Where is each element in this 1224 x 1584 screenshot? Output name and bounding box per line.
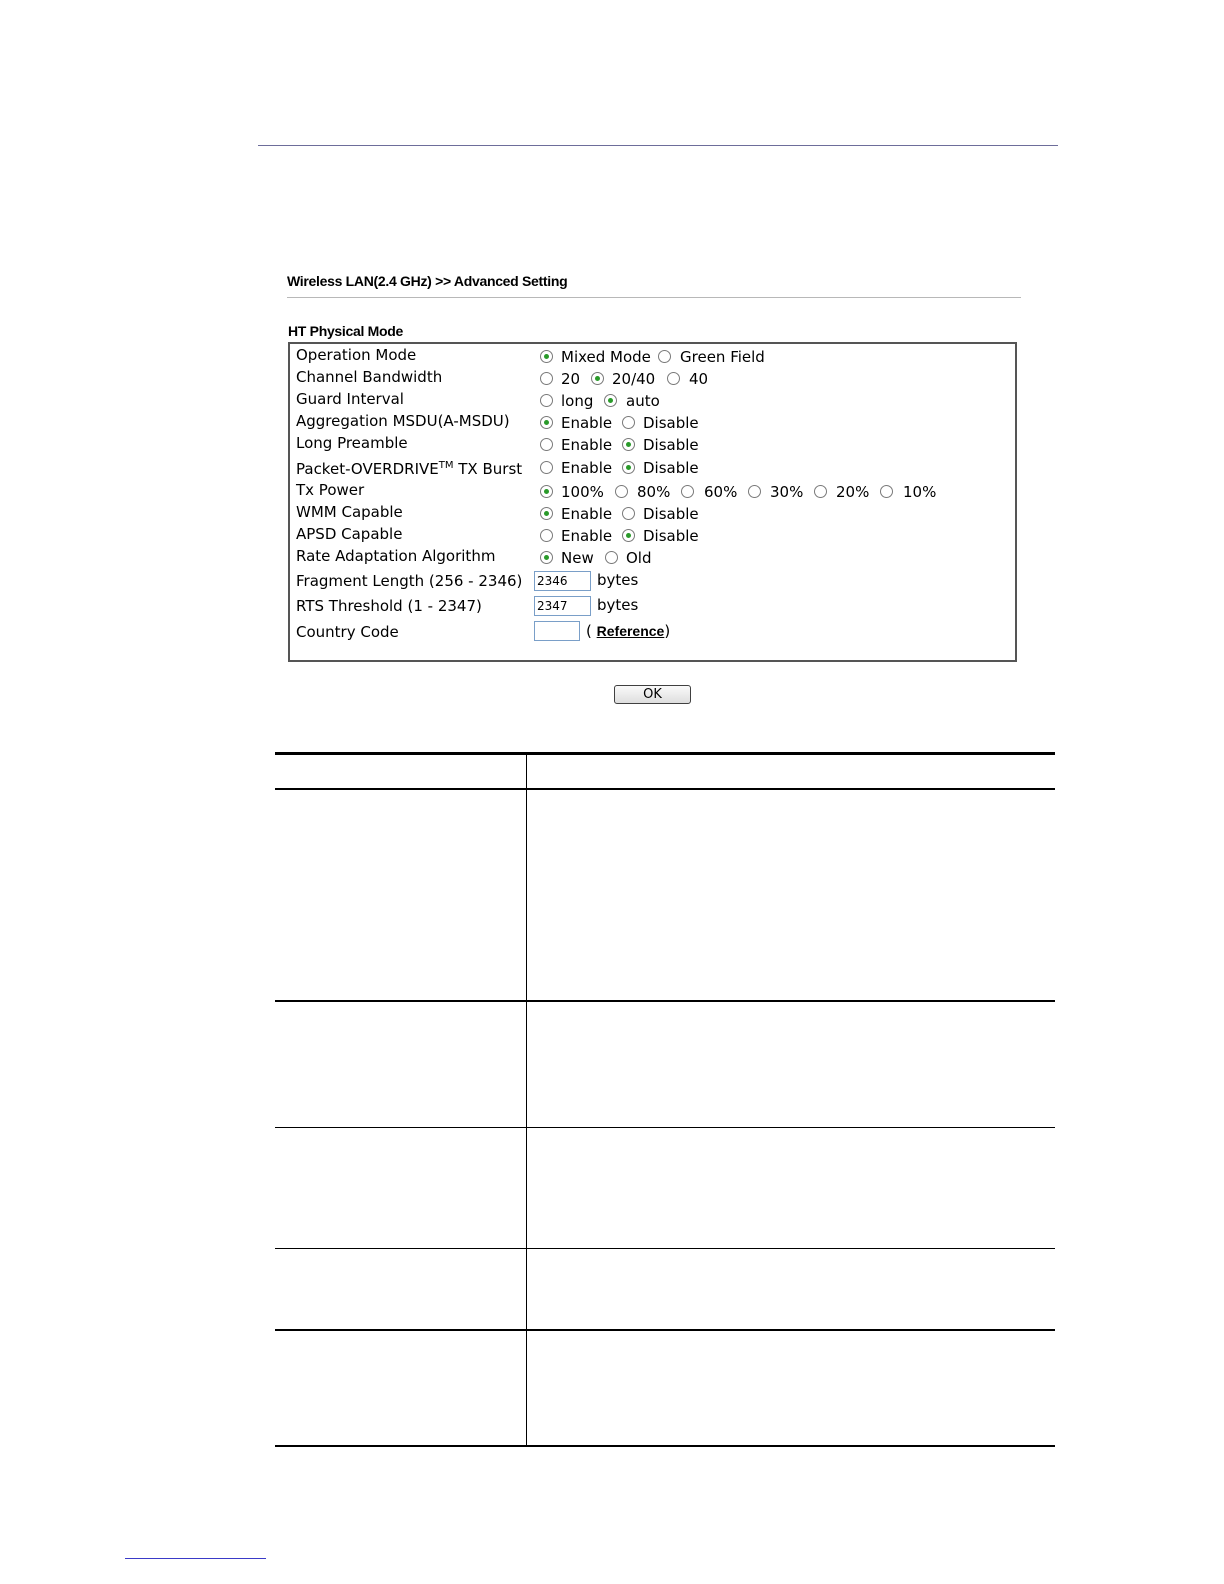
fragment-length-input[interactable]: 2346 (534, 571, 591, 591)
table-row-rule (275, 1127, 1055, 1128)
reference-paren-open: ( (586, 622, 592, 640)
table-bottom-rule (275, 1445, 1055, 1447)
tx-power-60-radio[interactable] (681, 485, 694, 498)
tx-power-10-radio[interactable] (880, 485, 893, 498)
rate-adaptation-new-label: New (561, 549, 594, 567)
footnote-rule (125, 1558, 266, 1559)
channel-bandwidth-20-40-radio[interactable] (591, 372, 604, 385)
rate-adaptation-old-label: Old (626, 549, 652, 567)
rts-threshold-input[interactable]: 2347 (534, 596, 591, 616)
tx-power-label: Tx Power (296, 481, 365, 499)
tx-power-100-radio[interactable] (540, 485, 553, 498)
country-code-input[interactable] (534, 621, 580, 641)
aggregation-msdu-enable-radio[interactable] (540, 416, 553, 429)
channel-bandwidth-20-label: 20 (561, 370, 581, 388)
tx-power-10-label: 10% (903, 483, 937, 501)
title-divider (287, 297, 1021, 298)
table-row-rule (275, 1000, 1055, 1002)
channel-bandwidth-20-40-label: 20/40 (612, 370, 656, 388)
reference-paren-close: ) (664, 622, 671, 640)
long-preamble-disable-label: Disable (643, 436, 699, 454)
rts-threshold-label: RTS Threshold (1 - 2347) (296, 597, 482, 615)
page-top-rule (258, 145, 1058, 146)
packet-overdrive-label (296, 460, 522, 478)
fragment-length-label: Fragment Length (256 - 2346) (296, 572, 523, 590)
reference-link[interactable]: Reference (596, 623, 665, 639)
operation-mode-mixed-label: Mixed Mode (561, 348, 651, 366)
tx-power-20-label: 20% (836, 483, 870, 501)
wmm-capable-label: WMM Capable (296, 503, 403, 521)
table-top-rule (275, 752, 1055, 755)
long-preamble-enable-label: Enable (561, 436, 613, 454)
table-row-rule (275, 1248, 1055, 1249)
apsd-capable-disable-label: Disable (643, 527, 699, 545)
long-preamble-disable-radio[interactable] (622, 438, 635, 451)
packet-overdrive-disable-radio[interactable] (622, 461, 635, 474)
aggregation-msdu-disable-label: Disable (643, 414, 699, 432)
tx-power-80-label: 80% (637, 483, 671, 501)
guard-interval-long-radio[interactable] (540, 394, 553, 407)
packet-overdrive-enable-label: Enable (561, 459, 613, 477)
page-title: Wireless LAN(2.4 GHz) >> Advanced Setting (287, 273, 568, 289)
packet-overdrive-disable-label: Disable (643, 459, 699, 477)
packet-overdrive-label-prefix: Packet-OVERDRIVE (296, 460, 439, 478)
tx-power-30-label: 30% (770, 483, 804, 501)
tx-power-80-radio[interactable] (615, 485, 628, 498)
apsd-capable-enable-radio[interactable] (540, 529, 553, 542)
packet-overdrive-enable-radio[interactable] (540, 461, 553, 474)
guard-interval-auto-label: auto (626, 392, 660, 410)
country-code-reference (586, 622, 670, 640)
long-preamble-label: Long Preamble (296, 434, 408, 452)
ok-button[interactable]: OK (614, 685, 691, 704)
long-preamble-enable-radio[interactable] (540, 438, 553, 451)
guard-interval-long-label: long (561, 392, 594, 410)
apsd-capable-label: APSD Capable (296, 525, 403, 543)
aggregation-msdu-label: Aggregation MSDU(A-MSDU) (296, 412, 510, 430)
rate-adaptation-old-radio[interactable] (605, 551, 618, 564)
table-column-divider (526, 754, 527, 1446)
apsd-capable-disable-radio[interactable] (622, 529, 635, 542)
trademark-superscript: TM (438, 460, 454, 471)
rate-adaptation-new-radio[interactable] (540, 551, 553, 564)
operation-mode-green-field-label: Green Field (680, 348, 765, 366)
wmm-capable-enable-label: Enable (561, 505, 613, 523)
table-header-rule (275, 788, 1055, 790)
tx-power-20-radio[interactable] (814, 485, 827, 498)
apsd-capable-enable-label: Enable (561, 527, 613, 545)
operation-mode-mixed-radio[interactable] (540, 350, 553, 363)
rate-adaptation-label: Rate Adaptation Algorithm (296, 547, 496, 565)
operation-mode-green-field-radio[interactable] (658, 350, 671, 363)
channel-bandwidth-label: Channel Bandwidth (296, 368, 443, 386)
section-title-ht-physical-mode: HT Physical Mode (288, 323, 404, 339)
rts-threshold-unit: bytes (597, 596, 639, 614)
guard-interval-label: Guard Interval (296, 390, 404, 408)
packet-overdrive-label-suffix: TX Burst (453, 460, 523, 478)
channel-bandwidth-40-label: 40 (689, 370, 709, 388)
guard-interval-auto-radio[interactable] (604, 394, 617, 407)
channel-bandwidth-40-radio[interactable] (667, 372, 680, 385)
wmm-capable-disable-radio[interactable] (622, 507, 635, 520)
tx-power-30-radio[interactable] (748, 485, 761, 498)
table-row-rule (275, 1329, 1055, 1331)
wmm-capable-disable-label: Disable (643, 505, 699, 523)
country-code-label: Country Code (296, 623, 399, 641)
operation-mode-label: Operation Mode (296, 346, 417, 364)
tx-power-100-label: 100% (561, 483, 604, 501)
wmm-capable-enable-radio[interactable] (540, 507, 553, 520)
aggregation-msdu-disable-radio[interactable] (622, 416, 635, 429)
aggregation-msdu-enable-label: Enable (561, 414, 613, 432)
channel-bandwidth-20-radio[interactable] (540, 372, 553, 385)
tx-power-60-label: 60% (704, 483, 738, 501)
fragment-length-unit: bytes (597, 571, 639, 589)
